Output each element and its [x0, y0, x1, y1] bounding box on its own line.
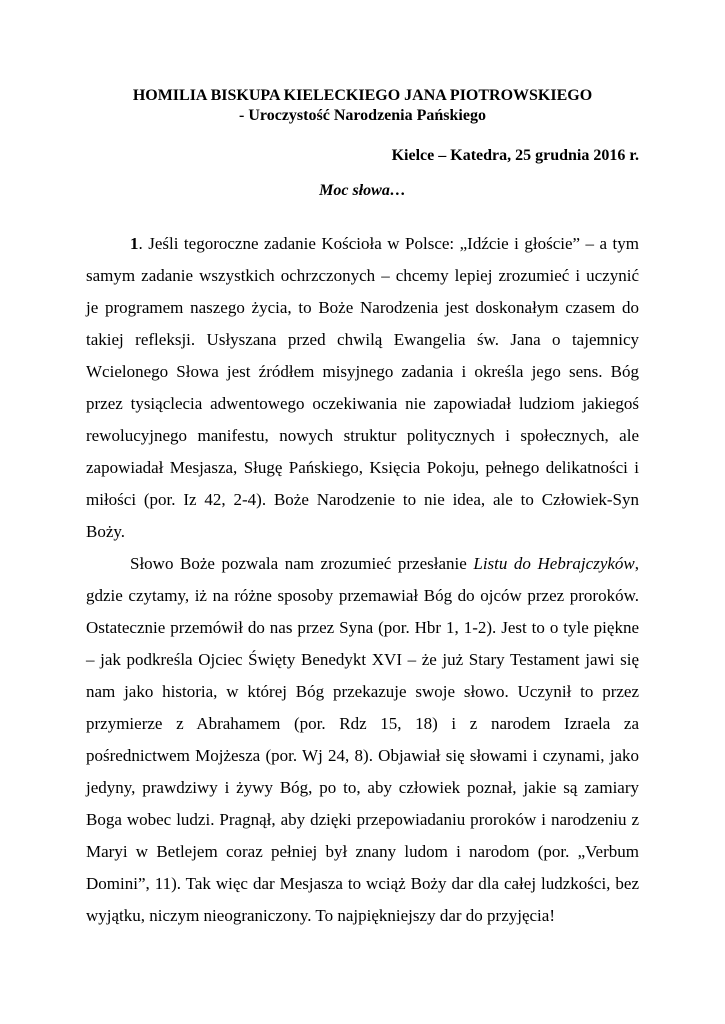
paragraph-2-text-end: , gdzie czytamy, iż na różne sposoby przemawiał Bóg do ojców przez proroków. Ostatecznie przemówił do nas przez Syna (por. Hbr 1, 1-2). Jest to o tyle piękne – jak podkreśla Ojciec Święty Benedykt XVI – że już Stary Testament jawi się nam jako historia, w której Bóg przekazuje swoje słowo. Uczynił to przez przymierze z Abrahamem (por. Rdz 15, 18) i z narodem Izraela za pośrednictwem Mojżesza (por. Wj 24, 8). Objawiał się słowami i czynami, jako jedyny, prawdziwy i żywy Bóg, po to, aby człowiek poznał, jakie są zamiary Boga wobec ludzi. Pragnął, aby dzięki przepowiadaniu proroków i narodzeniu z Maryi w Betlejem coraz pełniej był znany ludom i narodom (por. „Verbum Domini”, 11). Tak więc dar Mesjasza to wciąż Boży dar dla całej ludzkości, bez wyjątku, niczym nieograniczony. To najpiękniejszy dar do przyjęcia!	[86, 554, 639, 925]
document-title: HOMILIA BISKUPA KIELECKIEGO JANA PIOTROWSKIEGO	[132, 87, 593, 104]
homily-body	[86, 228, 639, 932]
paragraph-number: 1	[130, 234, 139, 253]
dateline: Kielce – Katedra, 25 grudnia 2016 r.	[391, 147, 639, 164]
paragraph-1	[86, 228, 639, 548]
paragraph-2-text-start: Słowo Boże pozwala nam zrozumieć przesłanie	[130, 554, 474, 573]
italic-book-title: Listu do Hebrajczyków	[473, 554, 635, 573]
paragraph-2	[86, 548, 639, 932]
motto-heading: Moc słowa…	[319, 182, 406, 199]
document-subtitle: - Uroczystość Narodzenia Pańskiego	[239, 107, 486, 124]
paragraph-1-text: . Jeśli tegoroczne zadanie Kościoła w Polsce: „Idźcie i głoście” – a tym samym zadanie wszystkich ochrzczonych – chcemy lepiej zrozumieć i uczynić je programem naszego życia, to Boże Narodzenia jest doskonałym czasem do takiej refleksji. Usłyszana przed chwilą Ewangelia św. Jana o tajemnicy Wcielonego Słowa jest źródłem misyjnego zadania i określa jego sens. Bóg przez tysiąclecia adwentowego oczekiwania nie zapowiadał ludziom jakiegoś rewolucyjnego manifestu, nowych struktur politycznych i społecznych, ale zapowiadał Mesjasza, Sługę Pańskiego, Księcia Pokoju, pełnego delikatności i miłości (por. Iz 42, 2-4). Boże Narodzenie to nie idea, ale to Człowiek-Syn Boży.	[86, 234, 639, 541]
title-block	[0, 86, 725, 126]
